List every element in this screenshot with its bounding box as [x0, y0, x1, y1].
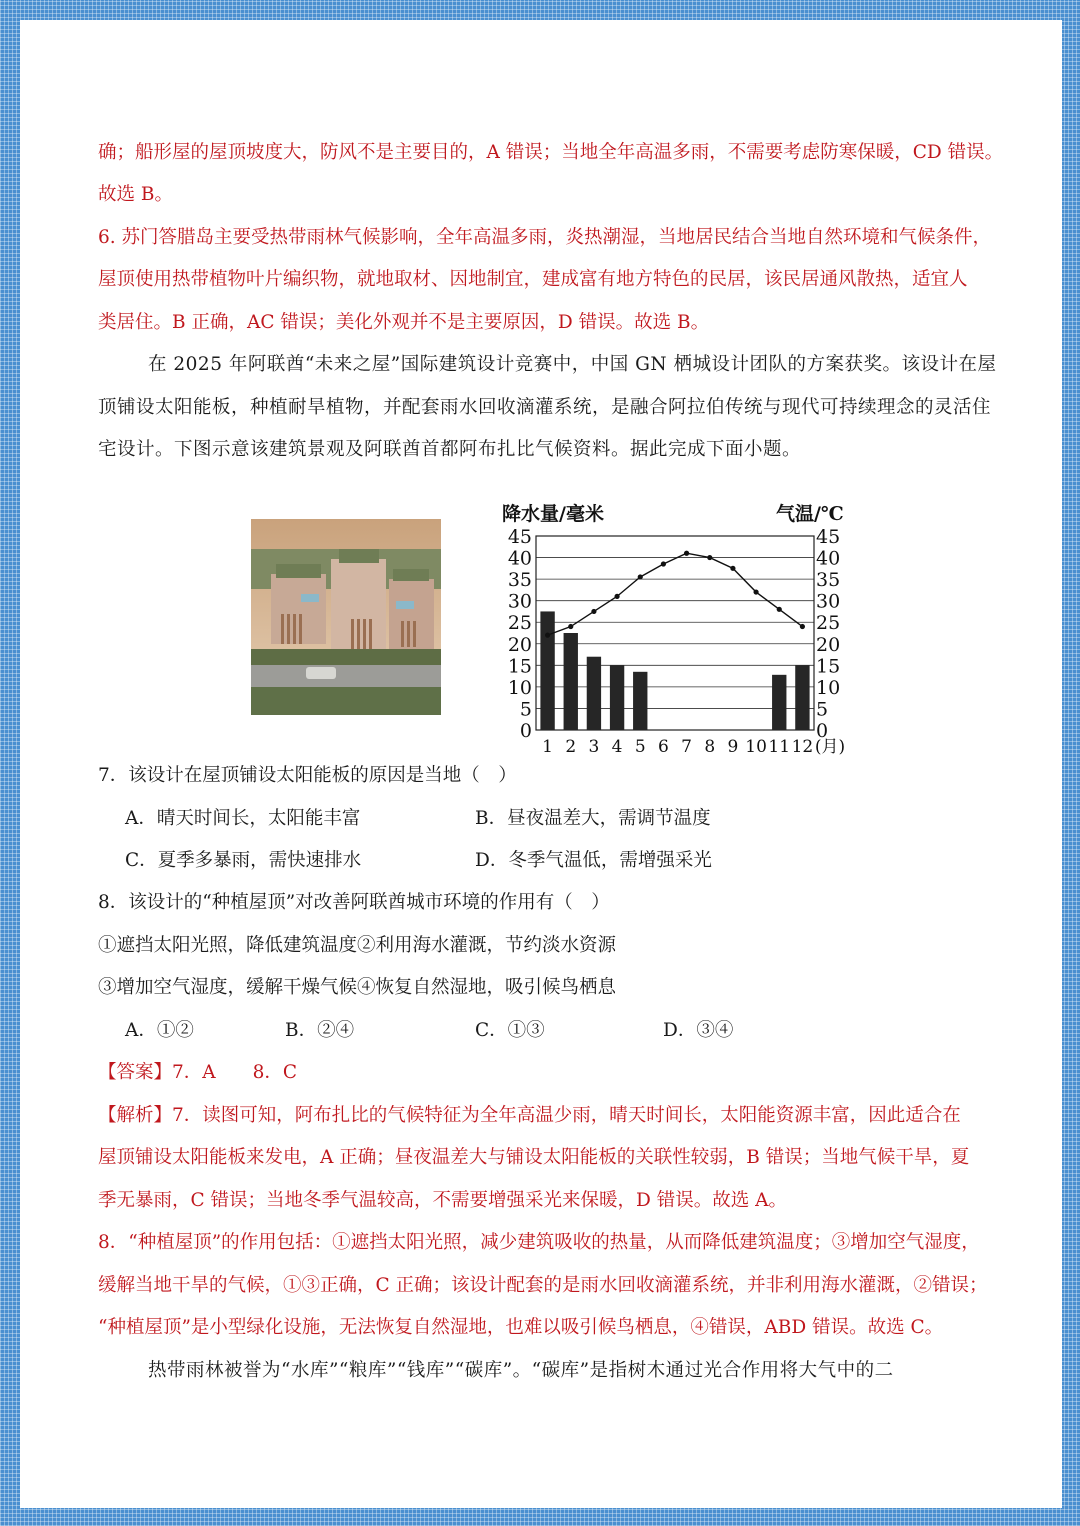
x-tick-label: 11	[768, 737, 791, 757]
temperature-point	[545, 633, 550, 638]
x-tick-label: 8	[704, 737, 716, 757]
temperature-point	[568, 624, 573, 629]
y-tick-label-right: 30	[816, 590, 841, 613]
text-line: 屋顶使用热带植物叶片编织物，就地取材、因地制宜，建成富有地方特色的民居，该民居通风散热，适宜人	[98, 269, 968, 290]
y-tick-label-left: 25	[507, 612, 532, 635]
y-tick-label-left: 35	[507, 569, 532, 592]
intro-paragraph: 在 2025 年阿联酋“未来之屋”国际建筑设计竞赛中，中国 GN 栖城设计团队的方案获奖。该设计在屋	[148, 354, 997, 375]
text-line: 顶铺设太阳能板，种植耐旱植物，并配套雨水回收滴灌系统，是融合阿拉伯传统与现代可持续理念的灵活住	[98, 397, 992, 418]
x-tick-label: 7	[681, 737, 692, 757]
x-tick-label: 9	[727, 737, 739, 757]
y-tick-label-right: 0	[816, 720, 829, 742]
y-tick-label-right: 40	[816, 547, 841, 570]
precipitation-bar	[633, 672, 647, 730]
y-tick-label-right: 10	[816, 676, 841, 699]
next-passage: 热带雨林被誉为“水库”“粮库”“钱库”“碳库”。“碳库”是指树木通过光合作用将大气中的二	[148, 1360, 894, 1381]
y-tick-label-left: 45	[507, 526, 532, 548]
temperature-point	[730, 566, 735, 571]
text-line: 确；船形屋的屋顶坡度大，防风不是主要目的，A 错误；当地全年高温多雨，不需要考虑防寒保暖，CD 错误。	[98, 142, 1004, 163]
option-7b: B．昼夜温差大，需调节温度	[475, 808, 711, 829]
precipitation-bar	[610, 665, 624, 730]
text-line: “种植屋顶”是小型绿化设施，无法恢复自然湿地，也难以吸引候鸟栖息，④错误，ABD 错误。故选 C。	[98, 1317, 944, 1338]
option-8b: B．②④	[285, 1020, 355, 1041]
option-7d: D．冬季气温低，需增强采光	[475, 850, 712, 871]
x-tick-label: 2	[565, 737, 577, 757]
text-line: 宅设计。下图示意该建筑景观及阿联酋首都阿布扎比气候资料。据此完成下面小题。	[98, 439, 802, 460]
precipitation-bar	[540, 611, 554, 730]
precipitation-bar	[795, 665, 809, 730]
text-line: 缓解当地干旱的气候，①③正确，C 正确；该设计配套的是雨水回收滴灌系统，并非利用海水灌溉，②错误；	[98, 1275, 988, 1296]
document-page	[20, 20, 1062, 1508]
temperature-point	[684, 551, 689, 556]
y-tick-label-right: 5	[816, 698, 829, 721]
y-tick-label-left: 15	[507, 655, 532, 678]
temperature-point	[591, 609, 596, 614]
x-tick-label: 5	[634, 737, 646, 757]
option-8c: C．①③	[475, 1020, 545, 1041]
climate-chart	[466, 476, 846, 757]
temperature-point	[800, 624, 805, 629]
option-7a: A．晴天时间长，太阳能丰富	[125, 808, 361, 829]
text-line: 季无暴雨，C 错误；当地冬季气温较高，不需要增强采光来保暖，D 错误。故选 A。	[98, 1190, 787, 1211]
text-line: 类居住。B 正确，AC 错误；美化外观并不是主要原因，D 错误。故选 B。	[98, 312, 710, 333]
x-tick-label: 10	[745, 737, 767, 757]
text-line: 故选 B。	[98, 184, 173, 205]
y-tick-label-right: 20	[816, 633, 841, 656]
x-tick-label: 3	[588, 737, 600, 757]
x-tick-label: 6	[658, 737, 669, 757]
temperature-point	[753, 589, 758, 594]
precipitation-bar	[587, 657, 601, 730]
precipitation-bar	[772, 675, 786, 730]
temperature-point	[614, 594, 619, 599]
temperature-point	[661, 561, 666, 566]
x-tick-label: 4	[611, 737, 623, 757]
y-tick-label-right: 15	[816, 655, 841, 678]
y-tick-label-left: 20	[507, 633, 532, 656]
y-tick-label-left: 0	[519, 720, 532, 742]
y-tick-label-left: 40	[507, 547, 532, 570]
x-unit-label: (月)	[814, 737, 846, 757]
right-axis-title: 气温/℃	[776, 503, 844, 525]
y-tick-label-left: 10	[507, 676, 532, 699]
y-tick-label-right: 35	[816, 569, 841, 592]
left-axis-title: 降水量/毫米	[502, 503, 604, 525]
option-8a: A．①②	[125, 1020, 194, 1041]
question-6-explanation: 6. 苏门答腊岛主要受热带雨林气候影响，全年高温多雨，炎热潮湿，当地居民结合当地自然环境和气候条件，	[98, 227, 992, 248]
x-tick-label: 12	[791, 737, 814, 757]
x-tick-label: 1	[542, 737, 553, 757]
answer-line: 【答案】7．A 8．C	[98, 1062, 298, 1083]
y-tick-label-left: 30	[507, 590, 532, 613]
temperature-point	[777, 607, 782, 612]
explanation-8: 8．“种植屋顶”的作用包括：①遮挡太阳光照，减少建筑吸收的热量，从而降低建筑温度；③增加空气湿度，	[98, 1232, 980, 1253]
building-photo	[251, 519, 441, 715]
question-8-statements: ①遮挡太阳光照，降低建筑温度②利用海水灌溉，节约淡水资源	[98, 935, 617, 956]
question-7: 7．该设计在屋顶铺设太阳能板的原因是当地（ ）	[98, 765, 517, 786]
question-8: 8．该设计的“种植屋顶”对改善阿联酋城市环境的作用有（ ）	[98, 892, 610, 913]
y-tick-label-left: 5	[519, 698, 532, 721]
temperature-point	[707, 555, 712, 560]
question-8-statements: ③增加空气湿度，缓解干燥气候④恢复自然湿地，吸引候鸟栖息	[98, 977, 617, 998]
option-8d: D．③④	[663, 1020, 734, 1041]
explanation-7: 【解析】7．读图可知，阿布扎比的气候特征为全年高温少雨，晴天时间长，太阳能资源丰富，因此适合在	[98, 1105, 961, 1126]
temperature-line	[548, 553, 803, 635]
temperature-point	[638, 574, 643, 579]
y-tick-label-right: 45	[816, 526, 841, 548]
precipitation-bar	[564, 633, 578, 730]
y-tick-label-right: 25	[816, 612, 841, 635]
text-line: 屋顶铺设太阳能板来发电，A 正确；昼夜温差大与铺设太阳能板的关联性较弱，B 错误；当地气候干旱，夏	[98, 1147, 970, 1168]
option-7c: C．夏季多暴雨，需快速排水	[125, 850, 362, 871]
